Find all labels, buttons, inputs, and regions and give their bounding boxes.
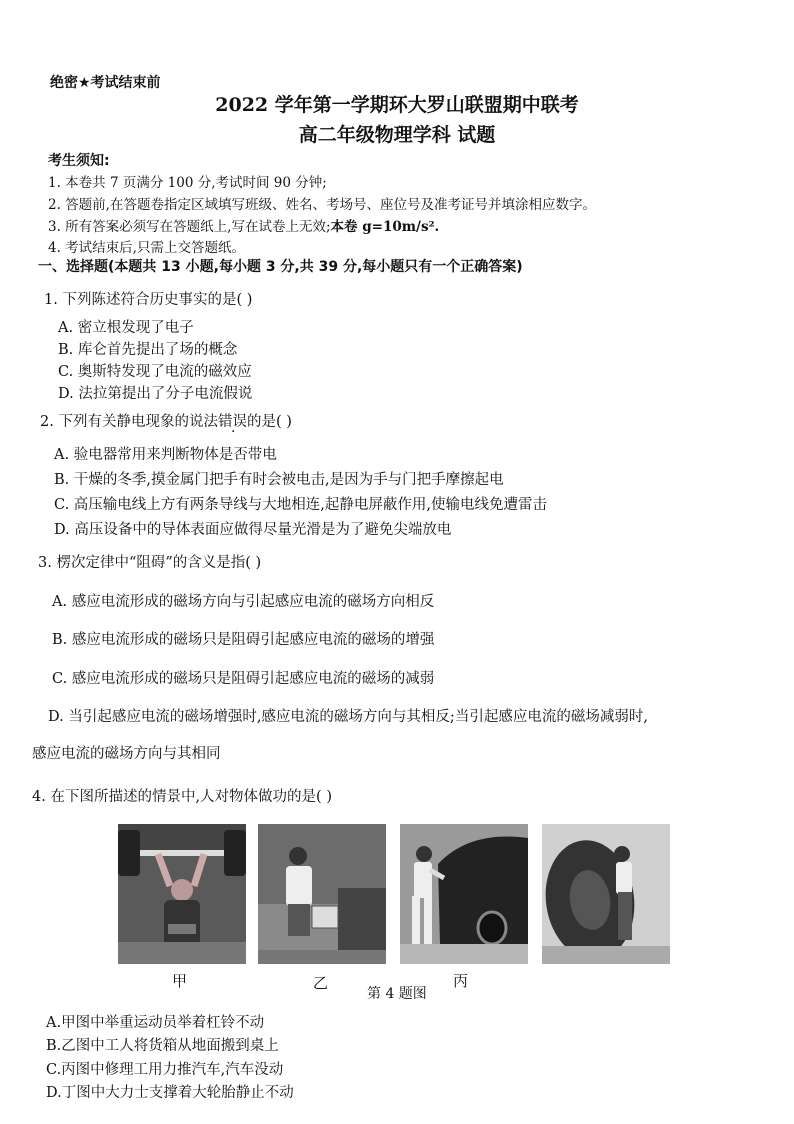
- q1-option-a: A. 密立根发现了电子: [58, 320, 194, 336]
- q3-option-c: C. 感应电流形成的磁场只是阻碍引起感应电流的磁场的减弱: [52, 671, 435, 687]
- q2-option-c: C. 高压输电线上方有两条导线与大地相连,起静电屏蔽作用,使输电线免遭雷击: [54, 497, 548, 513]
- photo-mechanic-car: [400, 824, 528, 964]
- q4-option-c: C.丙图中修理工用力推汽车,汽车没动: [46, 1062, 284, 1078]
- q3-option-d: D. 当引起感应电流的磁场增强时,感应电流的磁场方向与其相反;当引起感应电流的磁场减弱时,: [48, 709, 648, 725]
- q2-option-b: B. 干燥的冬季,摸金属门把手有时会被电击,是因为手与门把手摩擦起电: [54, 472, 504, 488]
- notice-item-4: 4. 考试结束后,只需上交答题纸。: [48, 240, 245, 256]
- gravity-note: 本卷 g=10m/s².: [330, 219, 440, 235]
- photo-weightlifter: [118, 824, 246, 964]
- caption-bing: 丙: [453, 972, 469, 990]
- q2-stem-emphasis: 错误: [217, 414, 247, 430]
- q3-option-b: B. 感应电流形成的磁场只是阻碍引起感应电流的磁场的增强: [52, 632, 435, 648]
- q1-option-b: B. 库仑首先提出了场的概念: [58, 342, 238, 358]
- q2-stem-end: 的是( ): [246, 414, 292, 430]
- caption-yi: 乙: [313, 974, 329, 992]
- q2-option-d: D. 高压设备中的导体表面应做得尽量光滑是为了避免尖端放电: [54, 522, 452, 538]
- q4-option-b: B.乙图中工人将货箱从地面搬到桌上: [46, 1038, 279, 1054]
- q4-option-d: D.丁图中大力士支撑着大轮胎静止不动: [46, 1085, 294, 1101]
- exam-subtitle: 高二年级物理学科 试题: [298, 124, 496, 146]
- section-title: 一、选择题(本题共 13 小题,每小题 3 分,共 39 分,每小题只有一个正确答案): [38, 259, 523, 275]
- confidential-label: 绝密★考试结束前: [50, 75, 161, 91]
- notice-item-3: [48, 215, 439, 235]
- question-3-stem: 3. 楞次定律中“阻碍”的含义是指( ): [38, 555, 262, 571]
- q4-option-a: A.甲图中举重运动员举着杠铃不动: [46, 1015, 265, 1031]
- notice-item-2: 2. 答题前,在答题卷指定区域填写班级、姓名、考场号、座位号及准考证号并填涂相应数字。: [48, 197, 596, 213]
- q3-option-d-continued: 感应电流的磁场方向与其相同: [32, 746, 221, 762]
- question-1-stem: 1. 下列陈述符合历史事实的是( ): [44, 292, 253, 308]
- exam-title: 2022 学年第一学期环大罗山联盟期中联考: [215, 94, 579, 116]
- question-2-stem: [40, 410, 292, 431]
- caption-jia: 甲: [172, 972, 188, 990]
- photo-strongman-tire: [542, 824, 670, 964]
- q2-stem-start: 2. 下列有关静电现象的说法: [40, 414, 218, 430]
- q3-option-a: A. 感应电流形成的磁场方向与引起感应电流的磁场方向相反: [52, 594, 435, 610]
- notice-item-1: 1. 本卷共 7 页满分 100 分,考试时间 90 分钟;: [48, 175, 327, 191]
- q2-option-a: A. 验电器常用来判断物体是否带电: [54, 447, 277, 463]
- q1-option-d: D. 法拉第提出了分子电流假说: [58, 386, 253, 402]
- q1-option-c: C. 奥斯特发现了电流的磁效应: [58, 364, 252, 380]
- photo-worker-box: [258, 824, 386, 964]
- figure-caption: 第 4 题图: [367, 986, 427, 1002]
- notice-title: 考生须知:: [48, 153, 110, 169]
- notice-item-3-text: 3. 所有答案必须写在答题纸上,写在试卷上无效;: [48, 219, 331, 235]
- question-4-stem: 4. 在下图所描述的情景中,人对物体做功的是( ): [32, 789, 332, 805]
